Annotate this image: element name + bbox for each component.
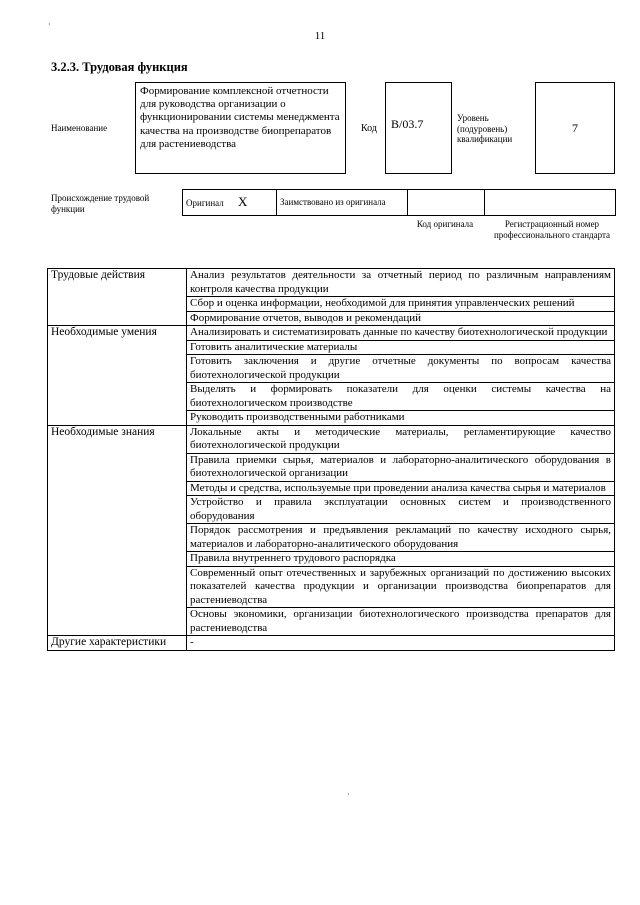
reg-number-caption: Регистрационный номер профессионального стандарта — [493, 219, 611, 240]
category-cell: Другие характеристики — [48, 636, 187, 651]
description-cell: Готовить аналитические материалы — [187, 340, 615, 355]
description-cell: Сбор и оценка информации, необходимой для принятия управленческих решений — [187, 297, 615, 312]
description-cell: Методы и средства, используемые при проведении анализа качества сырья и материалов — [187, 481, 615, 496]
origin-label: Происхождение трудовой функции — [51, 193, 150, 214]
description-cell: Выделять и формировать показатели для оценки системы качества на биотехнологическом производстве — [187, 383, 615, 411]
description-cell: Правила внутреннего трудового распорядка — [187, 552, 615, 567]
description-cell: Порядок рассмотрения и предъявления рекламаций по качеству исходного сырья, материалов и лабораторно-аналитического оборудования — [187, 524, 615, 552]
category-cell: Необходимые знания — [48, 425, 187, 636]
description-cell: Современный опыт отечественных и зарубежных организаций по достижению высоких показателей качества продукции и организации производства биопрепаратов для растениеводства — [187, 566, 615, 608]
function-name-box — [135, 82, 346, 174]
page-number: 11 — [314, 30, 326, 42]
table-row — [48, 425, 615, 453]
origin-original-cell — [183, 190, 277, 216]
description-cell: Правила приемки сырья, материалов и лабораторно-аналитического оборудования в биотехнологической организации — [187, 453, 615, 481]
table-row — [48, 269, 615, 297]
original-mark: X — [237, 193, 248, 209]
description-cell: - — [187, 636, 615, 651]
category-cell: Необходимые умения — [48, 326, 187, 426]
labor-function-table — [47, 268, 615, 651]
description-cell: Локальные акты и методические материалы, регламентирующие качество биотехнологической продукции — [187, 425, 615, 453]
category-cell: Трудовые действия — [48, 269, 187, 326]
description-cell: Устройство и правила эксплуатации основных систем и производственного оборудования — [187, 496, 615, 524]
description-cell: Анализ результатов деятельности за отчетный период по различным направлениям контроля качества продукции — [187, 269, 615, 297]
description-cell: Готовить заключения и другие отчетные документы по вопросам качества биотехнологической продукции — [187, 355, 615, 383]
name-label: Наименование — [51, 123, 108, 133]
origin-reg-cell — [485, 190, 616, 216]
section-title: 3.2.3. Трудовая функция — [51, 60, 188, 74]
description-cell: Руководить производственными работниками — [187, 411, 615, 426]
description-cell: Основы экономики, организации биотехнологического производства препаратов для растениеводства — [187, 608, 615, 636]
table-row — [48, 636, 615, 651]
scan-mark: · — [347, 790, 350, 799]
description-cell: Формирование отчетов, выводов и рекомендаций — [187, 311, 615, 326]
table-row — [48, 326, 615, 341]
code-label: Код — [361, 123, 377, 134]
level-value: 7 — [572, 121, 578, 135]
code-value: B/03.7 — [391, 117, 424, 131]
level-box — [535, 82, 615, 174]
code-box — [385, 82, 452, 174]
origin-code-cell — [408, 190, 485, 216]
scan-mark: · — [48, 20, 51, 29]
description-cell: Анализировать и систематизировать данные по качеству биотехнологической продукции — [187, 326, 615, 341]
level-label: Уровень (подуровень) квалификации — [457, 113, 513, 144]
origin-borrowed-cell: Заимствовано из оригинала — [277, 190, 408, 216]
code-original-caption: Код оригинала — [416, 219, 474, 229]
function-name-value: Формирование комплексной отчетности для руководства организации о функционировании системы менеджмента качества на производстве биопрепаратов для растениеводства — [140, 85, 340, 150]
original-label: Оригинал — [186, 197, 224, 208]
origin-table — [182, 189, 616, 216]
